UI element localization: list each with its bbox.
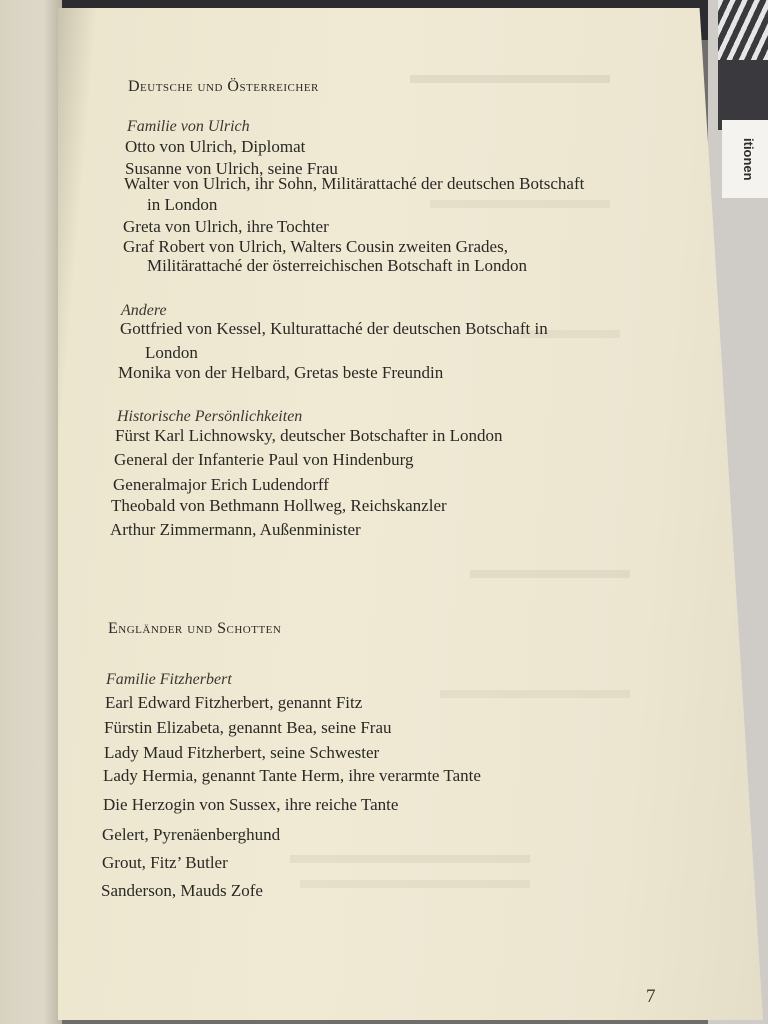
character-line: Otto von Ulrich, Diplomat (125, 137, 306, 156)
character-line: Fürst Karl Lichnowsky, deutscher Botschafter in London (115, 426, 503, 445)
character-line-continuation: Militärattaché der österreichischen Botschaft in London (147, 256, 528, 275)
character-line: Gottfried von Kessel, Kulturattaché der deutschen Botschaft in (120, 319, 548, 338)
character-line: Die Herzogin von Sussex, ihre reiche Tante (103, 795, 399, 814)
character-line-continuation: in London (147, 195, 218, 214)
character-line: Greta von Ulrich, ihre Tochter (123, 217, 329, 236)
character-line-continuation: London (145, 343, 198, 362)
group-title-fitzherbert: Familie Fitzherbert (106, 671, 232, 688)
character-line: Grout, Fitz’ Butler (102, 853, 228, 872)
character-line: Lady Hermia, genannt Tante Herm, ihre verarmte Tante (103, 766, 481, 785)
section-heading-english: Engländer und Schotten (108, 620, 282, 637)
character-line: Arthur Zimmermann, Außenminister (110, 520, 361, 539)
character-line: Earl Edward Fitzherbert, genannt Fitz (105, 693, 363, 712)
page-number: 7 (646, 986, 656, 1007)
character-line: General der Infanterie Paul von Hindenburg (114, 450, 414, 469)
character-line: Theobald von Bethmann Hollweg, Reichskanzler (111, 496, 447, 515)
character-line: Gelert, Pyrenäenberghund (102, 825, 281, 844)
group-title-ulrich: Familie von Ulrich (127, 118, 250, 135)
group-title-historic: Historische Persönlichkeiten (117, 408, 303, 425)
character-line: Monika von der Helbard, Gretas beste Freundin (118, 363, 444, 382)
character-line: Susanne von Ulrich, seine Frau (125, 159, 338, 178)
character-line: Fürstin Elizabeta, genannt Bea, seine Frau (104, 718, 392, 737)
character-line: Walter von Ulrich, ihr Sohn, Militärattaché der deutschen Botschaft (124, 174, 585, 193)
character-line: Sanderson, Mauds Zofe (101, 881, 263, 900)
book-tab-label: itionen (722, 120, 768, 198)
group-title-andere: Andere (121, 302, 167, 319)
section-heading-german: Deutsche und Österreicher (128, 78, 319, 95)
character-line: Lady Maud Fitzherbert, seine Schwester (104, 743, 380, 762)
character-line: Graf Robert von Ulrich, Walters Cousin zweiten Grades, (123, 237, 508, 256)
character-line: Generalmajor Erich Ludendorff (113, 475, 329, 494)
